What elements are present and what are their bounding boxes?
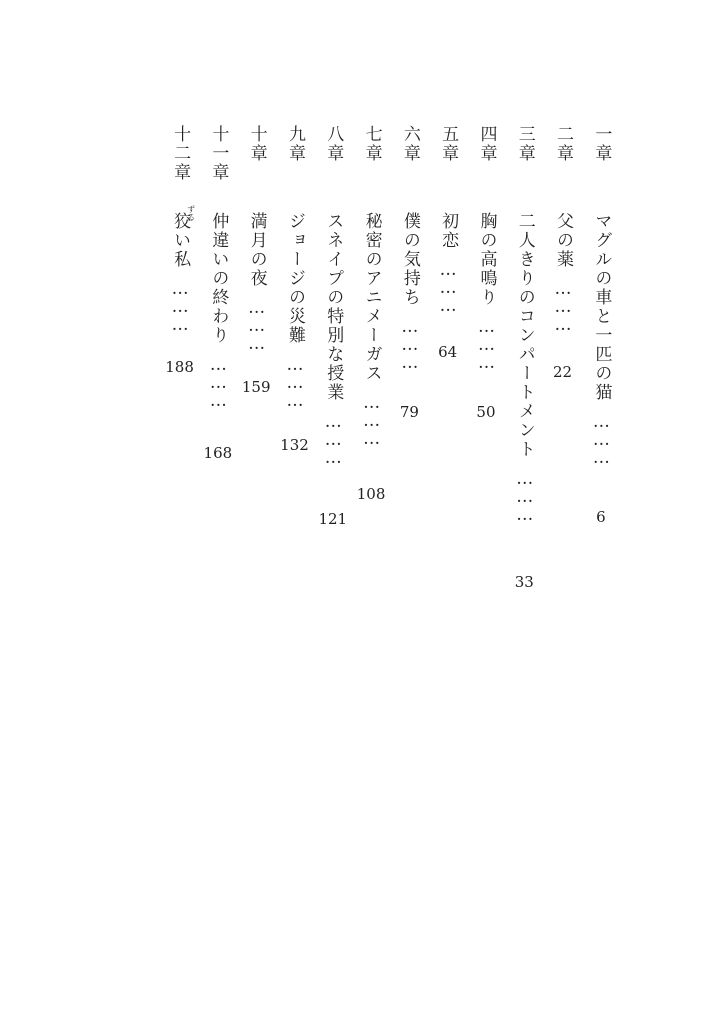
chapter-title-block bbox=[363, 212, 380, 447]
dot-leader: ……… bbox=[170, 279, 191, 333]
chapter-title: 秘密のアニメーガス bbox=[361, 212, 382, 383]
toc-entry bbox=[505, 125, 543, 595]
chapter-title: 父の薬 bbox=[553, 212, 574, 269]
chapter-number: 五章 bbox=[438, 125, 459, 163]
page-number: 33 bbox=[514, 573, 534, 591]
toc-entry bbox=[582, 125, 620, 595]
chapter-title-block bbox=[170, 212, 191, 333]
toc-entry bbox=[390, 125, 428, 595]
chapter-title: 僕の気持ち bbox=[399, 212, 420, 307]
chapter-title: 狡い私 bbox=[170, 212, 191, 269]
chapter-number: 六章 bbox=[399, 125, 420, 163]
dot-leader: ……… bbox=[438, 260, 459, 314]
dot-leader: ……… bbox=[284, 355, 305, 409]
chapter-number: 四章 bbox=[476, 125, 497, 163]
page-number: 159 bbox=[241, 378, 271, 396]
chapter-title-block bbox=[438, 212, 459, 314]
chapter-number: 九章 bbox=[284, 125, 305, 163]
toc-entry bbox=[275, 125, 313, 595]
toc-entry bbox=[543, 125, 581, 595]
toc-entry bbox=[352, 125, 390, 595]
dot-leader: ……… bbox=[476, 317, 497, 371]
page-number: 50 bbox=[476, 403, 496, 421]
dot-leader: ……… bbox=[208, 355, 229, 409]
page-number: 6 bbox=[596, 508, 606, 526]
toc-entry bbox=[314, 125, 352, 595]
dot-leader: ……… bbox=[591, 412, 612, 466]
page-number: 168 bbox=[203, 444, 233, 462]
dot-leader: ……… bbox=[514, 469, 535, 523]
chapter-title: 胸の高鳴り bbox=[476, 212, 497, 307]
chapter-title: 初恋 bbox=[438, 212, 459, 250]
chapter-title: 満月の夜 bbox=[246, 212, 267, 288]
chapter-number: 七章 bbox=[361, 125, 382, 163]
chapter-title-block bbox=[248, 212, 265, 352]
page-number: 132 bbox=[280, 436, 309, 454]
chapter-title-block bbox=[286, 212, 303, 409]
furigana: ずる bbox=[186, 205, 196, 221]
toc-entry bbox=[237, 125, 275, 595]
chapter-title: スネイプの特別な授業 bbox=[323, 212, 344, 402]
page-number: 79 bbox=[399, 403, 419, 421]
chapter-title-block bbox=[323, 212, 344, 466]
chapter-title-block bbox=[553, 212, 574, 333]
page-number: 108 bbox=[356, 485, 386, 503]
dot-leader: ……… bbox=[399, 317, 420, 371]
chapter-number: 一章 bbox=[591, 125, 612, 163]
chapter-number: 十二章 bbox=[170, 125, 191, 182]
chapter-number: 二章 bbox=[553, 125, 574, 163]
chapter-title: 仲違いの終わり bbox=[208, 212, 229, 345]
chapter-title-block bbox=[401, 212, 418, 371]
dot-leader: ……… bbox=[246, 298, 267, 352]
table-of-contents bbox=[140, 125, 620, 595]
chapter-number: 八章 bbox=[323, 125, 344, 163]
chapter-number: 三章 bbox=[514, 125, 535, 163]
chapter-title-block bbox=[476, 212, 497, 371]
toc-entry bbox=[429, 125, 467, 595]
dot-leader: ……… bbox=[323, 412, 344, 466]
page-number: 188 bbox=[165, 358, 194, 376]
toc-entry bbox=[160, 125, 198, 595]
chapter-title-block bbox=[591, 212, 612, 466]
chapter-title: 二人きりのコンパートメント bbox=[514, 212, 535, 459]
toc-entry bbox=[199, 125, 237, 595]
chapter-number: 十章 bbox=[246, 125, 267, 163]
chapter-title: マグルの車と一匹の猫 bbox=[591, 212, 612, 402]
toc-entry bbox=[467, 125, 505, 595]
dot-leader: ……… bbox=[553, 279, 574, 333]
page-number: 22 bbox=[553, 363, 573, 381]
chapter-title-block bbox=[208, 212, 229, 409]
chapter-title-block bbox=[516, 212, 533, 523]
page-number: 121 bbox=[318, 510, 348, 528]
chapter-title: ジョージの災難 bbox=[284, 212, 305, 345]
dot-leader: ……… bbox=[361, 393, 382, 447]
chapter-number: 十一章 bbox=[208, 125, 229, 182]
page-number: 64 bbox=[438, 343, 458, 361]
